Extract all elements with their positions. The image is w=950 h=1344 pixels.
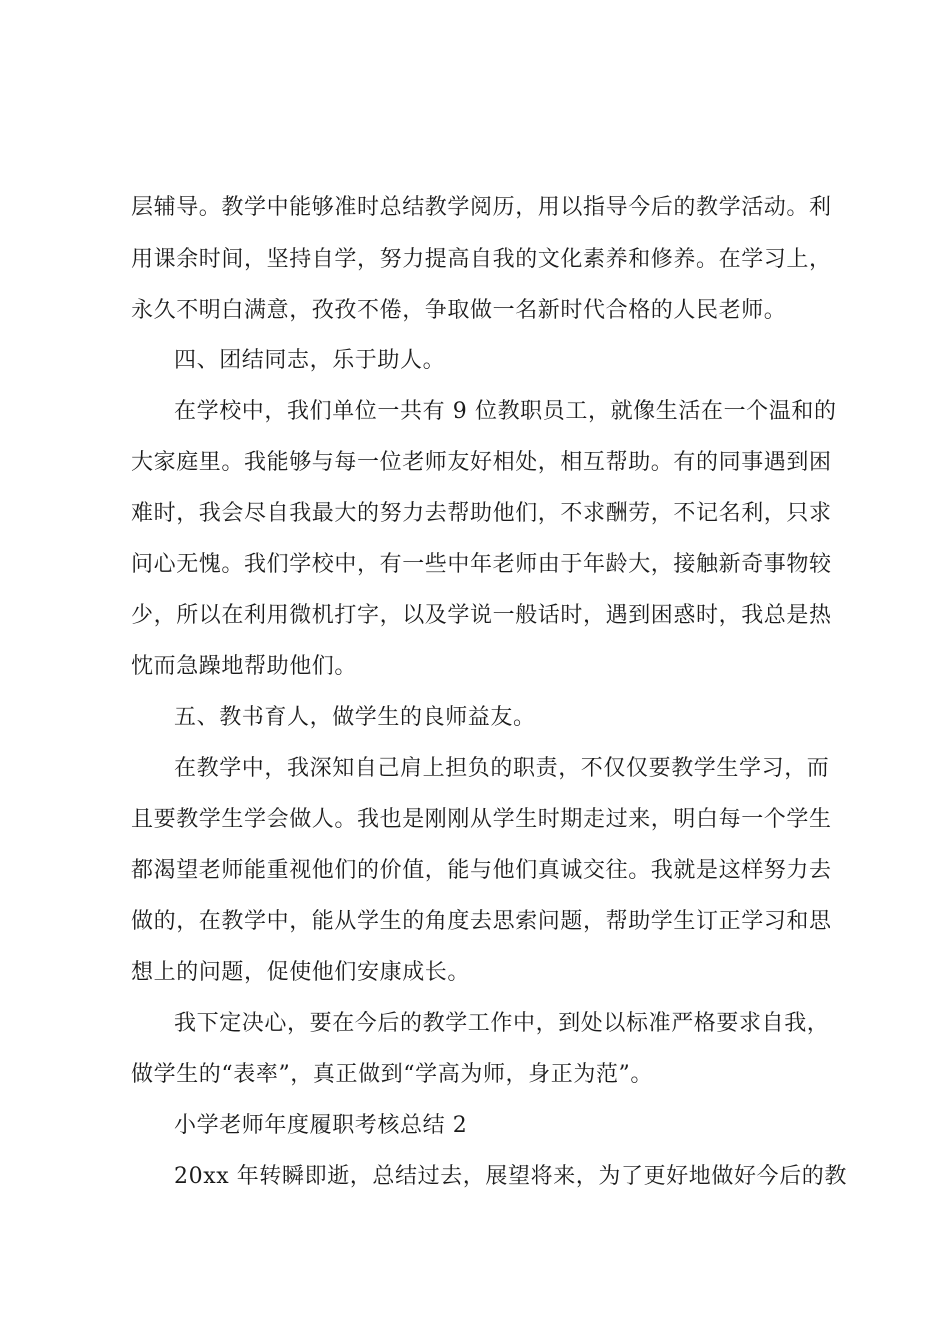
text-line: 都渴望老师能重视他们的价值，能与他们真诚交往。我就是这样努力去	[131, 858, 832, 883]
text-line: 在教学中，我深知自己肩上担负的职责，不仅仅要教学生学习，而	[174, 756, 830, 781]
text-line: 层辅导。教学中能够准时总结教学阅历，用以指导今后的教学活动。利	[131, 195, 832, 220]
section-heading: 四、团结同志，乐于助人。	[174, 348, 446, 373]
text-line: 永久不明白满意，孜孜不倦，争取做一名新时代合格的人民老师。	[131, 298, 787, 323]
document-title: 小学老师年度履职考核总结 2	[174, 1113, 468, 1138]
text-line: 做学生的“表率”，真正做到“学高为师，身正为范”。	[131, 1062, 653, 1087]
text-line: 忱而急躁地帮助他们。	[131, 654, 358, 679]
text-line: 问心无愧。我们学校中，有一些中年老师由于年龄大，接触新奇事物较	[131, 552, 832, 577]
section-heading: 五、教书育人，做学生的良师益友。	[174, 705, 536, 730]
text-line: 且要教学生学会做人。我也是刚刚从学生时期走过来，明白每一个学生	[131, 807, 832, 832]
text-line: 难时，我会尽自我最大的努力去帮助他们，不求酬劳，不记名利，只求	[131, 501, 832, 526]
text-line: 想上的问题，促使他们安康成长。	[131, 960, 471, 985]
text-line: 少，所以在利用微机打字，以及学说一般话时，遇到困惑时，我总是热	[131, 603, 832, 628]
text-line: 做的，在教学中，能从学生的角度去思索问题，帮助学生订正学习和思	[131, 909, 832, 934]
text-line: 我下定决心，要在今后的教学工作中，到处以标准严格要求自我，	[174, 1011, 830, 1036]
text-line: 用课余时间，坚持自学，努力提高自我的文化素养和修养。在学习上，	[131, 247, 832, 272]
text-line: 大家庭里。我能够与每一位老师友好相处，相互帮助。有的同事遇到困	[131, 450, 832, 475]
text-line: 在学校中，我们单位一共有 9 位教职员工，就像生活在一个温和的	[174, 399, 837, 424]
text-line: 20xx 年转瞬即逝，总结过去，展望将来，为了更好地做好今后的教	[174, 1164, 848, 1189]
